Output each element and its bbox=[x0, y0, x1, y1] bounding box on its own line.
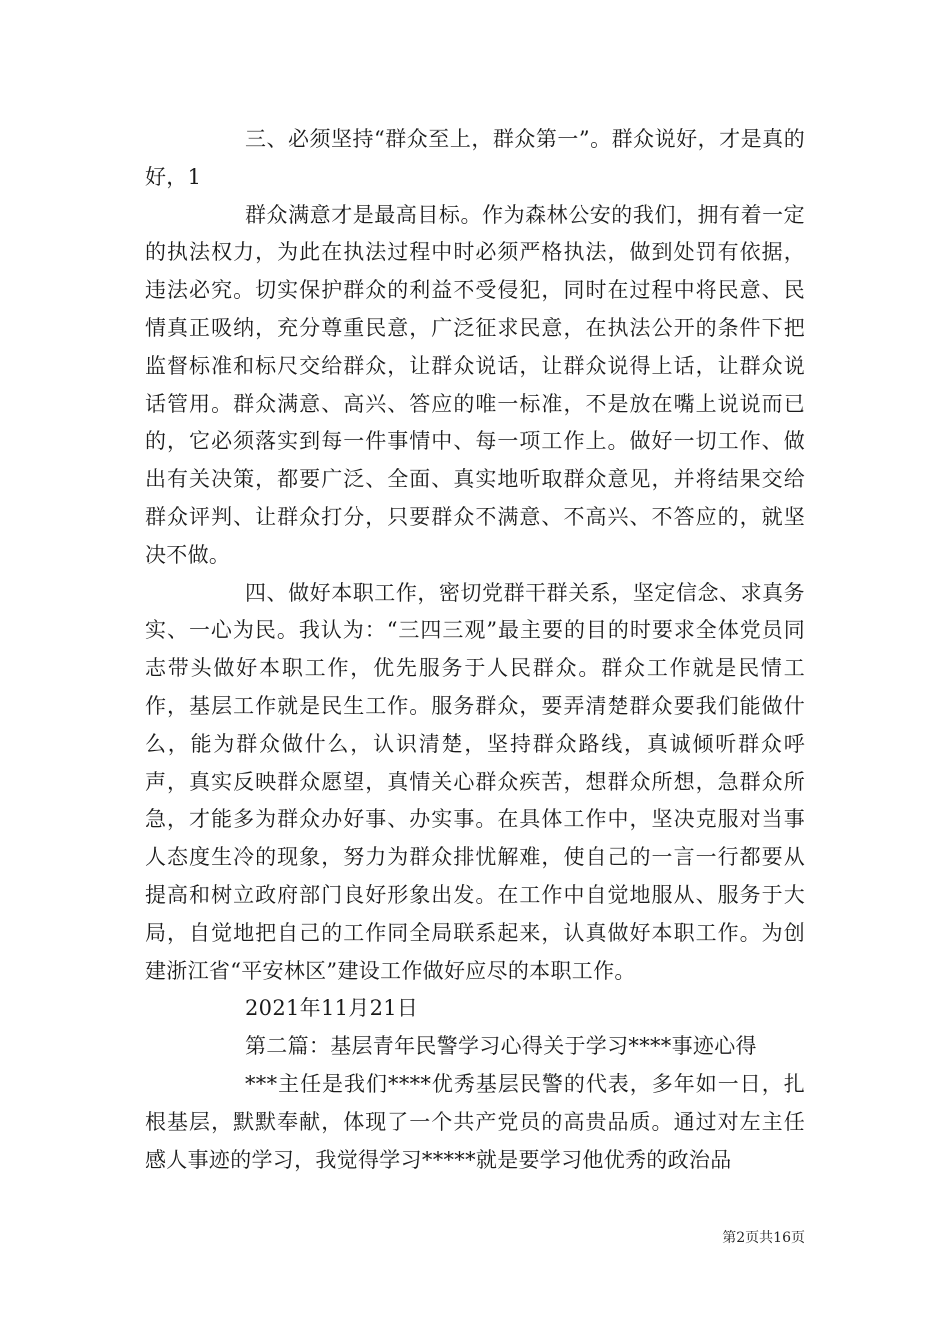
paragraph-masses-satisfaction: 群众满意才是最高目标。作为森林公安的我们，拥有着一定的执法权力，为此在执法过程中时必须严格执法，做到处罚有依据，违法必究。切实保护群众的利益不受侵犯，同时在过程中将民意、民情真正吸纳，充分尊重民意，广泛征求民意，在执法公开的条件下把监督标准和标尺交给群众，让群众说话，让群众说得上话，让群众说话管用。群众满意、高兴、答应的唯一标准，不是放在嘴上说说而已的，它必须落实到每一件事情中、每一项工作上。做好一切工作、做出有关决策，都要广泛、全面、真实地听取群众意见，并将结果交给群众评判、让群众打分，只要群众不满意、不高兴、不答应的，就坚决不做。 bbox=[145, 202, 805, 567]
paragraph-section-four: 四、做好本职工作，密切党群干群关系，坚定信念、求真务实、一心为民。我认为：“三四三观”最主要的目的时要求全体党员同志带头做好本职工作，优先服务于人民群众。群众工作就是民情工作，基层工作就是民生工作。服务群众，要弄清楚群众要我们能做什么，能为群众做什么，认识清楚，坚持群众路线，真诚倾听群众呼声，真实反映群众愿望，真情关心群众疾苦，想群众所想，急群众所急，才能多为群众办好事、办实事。在具体工作中，坚决克服对当事人态度生冷的现象，努力为群众排忧解难，使自己的一言一行都要从提高和树立政府部门良好形象出发。在工作中自觉地服从、服务于大局，自觉地把自己的工作同全局联系起来，认真做好本职工作。为创建浙江省“平安林区”建设工作做好应尽的本职工作。 bbox=[145, 580, 805, 983]
page-number-footer: 第2页共16页 bbox=[722, 1230, 805, 1246]
chapter-two-heading: 第二篇：基层青年民警学习心得关于学习****事迹心得 bbox=[245, 1034, 757, 1059]
document-body bbox=[145, 121, 805, 1179]
date-line: 2021年11月21日 bbox=[245, 996, 419, 1021]
paragraph-chapter-two-intro: ***主任是我们****优秀基层民警的代表，多年如一日，扎根基层，默默奉献，体现了一个共产党员的高贵品质。通过对左主任感人事迹的学习，我觉得学习*****就是要学习他优秀的政治品 bbox=[145, 1071, 805, 1172]
paragraph-section-three: 三、必须坚持“群众至上，群众第一”。群众说好，才是真的好，1 bbox=[145, 127, 805, 189]
